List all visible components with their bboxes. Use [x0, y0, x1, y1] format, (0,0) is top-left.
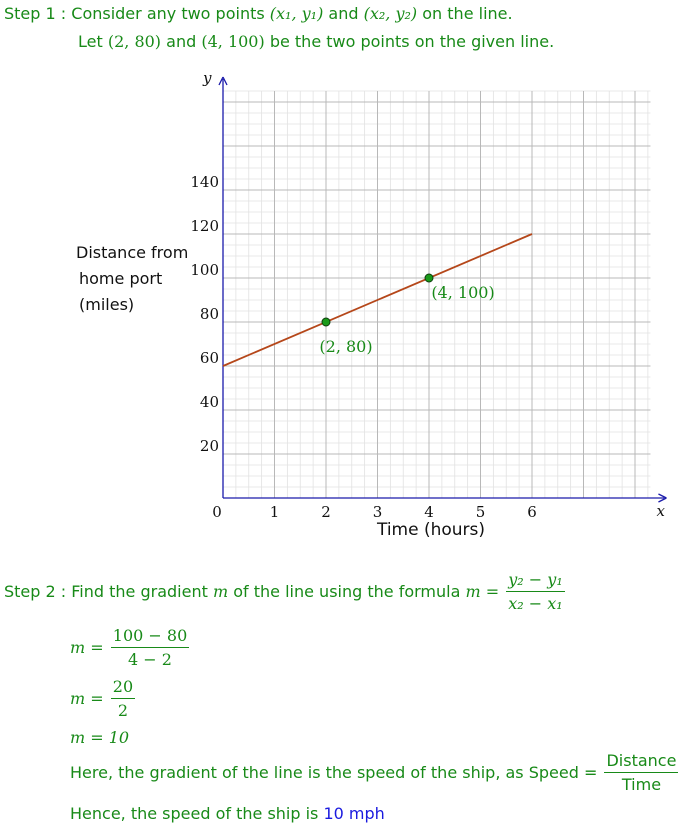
x-axis-label: Time (hours) [376, 520, 486, 540]
step1-let: Let [78, 32, 103, 51]
step1-text-a: Consider any two points [71, 4, 265, 23]
speed-text: Here, the gradient of the line is the speed of the ship, as Speed = [70, 763, 598, 782]
x-tick-label: 4 [424, 503, 434, 521]
data-point [425, 274, 433, 282]
x-tick-label: 5 [475, 503, 486, 521]
y-tick-label: 80 [199, 305, 219, 323]
data-point-label: (4, 100) [431, 283, 495, 302]
step1-point-a: (2, 80) [107, 32, 162, 51]
origin-label: 0 [212, 503, 222, 521]
calc-row2-fraction [111, 677, 135, 720]
step1-and: and [328, 4, 359, 23]
formula-numerator: y₂ − y₁ [506, 570, 564, 592]
data-point [322, 318, 330, 326]
step1-point1: (x₁, y₁) [269, 4, 324, 23]
step2-text-b: of the line using the formula [233, 582, 461, 601]
speed-line [70, 751, 680, 794]
gradient-formula-fraction [506, 570, 564, 613]
step1-point2: (x₂, y₂) [363, 4, 418, 23]
x-tick-label: 1 [269, 503, 280, 521]
formula-denominator: x₂ − x₁ [508, 594, 563, 613]
step1-label: Step 1 : [4, 4, 67, 23]
step1-text-c: be the two points on the given line. [269, 32, 555, 51]
x-tick-label: 6 [527, 503, 537, 521]
y-tick-label: 140 [190, 173, 219, 191]
step1-text-b: on the line. [422, 4, 513, 23]
calc-row1-denominator: 4 − 2 [128, 650, 172, 669]
x-tick-label: 2 [321, 503, 331, 521]
calc-row1-lhs: m = [70, 638, 104, 657]
speed-fraction [604, 751, 678, 794]
step2-line [4, 570, 567, 613]
final-text: Hence, the speed of the ship is [70, 804, 319, 823]
step2-label: Step 2 : [4, 582, 67, 601]
y-axis-label-line3: (miles) [79, 295, 135, 314]
step2-m: m [212, 582, 229, 601]
final-value: 10 mph [323, 804, 385, 823]
step2-text-a: Find the gradient [71, 582, 208, 601]
y-tick-label: 40 [199, 393, 219, 411]
step1-and2: and [166, 32, 197, 51]
calc-row3: m = 10 [70, 728, 130, 747]
speed-denominator: Time [621, 775, 662, 794]
calc-row1-numerator: 100 − 80 [111, 626, 189, 648]
y-axis-symbol: y [203, 69, 212, 87]
formula-lhs: m = [465, 582, 500, 601]
y-tick-label: 20 [199, 437, 219, 455]
y-tick-label: 60 [199, 349, 219, 367]
calc-row2-numerator: 20 [111, 677, 135, 699]
calc-row2-denominator: 2 [117, 701, 129, 720]
speed-numerator: Distance [604, 751, 678, 773]
calc-row2 [70, 677, 137, 720]
calc-row2-lhs: m = [70, 689, 104, 708]
y-axis-label-line1: Distance from [76, 243, 189, 262]
calc-row1-fraction [111, 626, 189, 669]
step1-point-b: (4, 100) [201, 32, 265, 51]
final-line [70, 804, 385, 823]
data-point-label: (2, 80) [319, 337, 373, 356]
calc-row1 [70, 626, 191, 669]
y-tick-label: 120 [190, 217, 219, 235]
y-tick-label: 100 [190, 261, 219, 279]
y-axis-label-line2: home port [79, 269, 163, 288]
x-axis-symbol: x [656, 502, 665, 520]
x-tick-label: 3 [372, 503, 383, 521]
